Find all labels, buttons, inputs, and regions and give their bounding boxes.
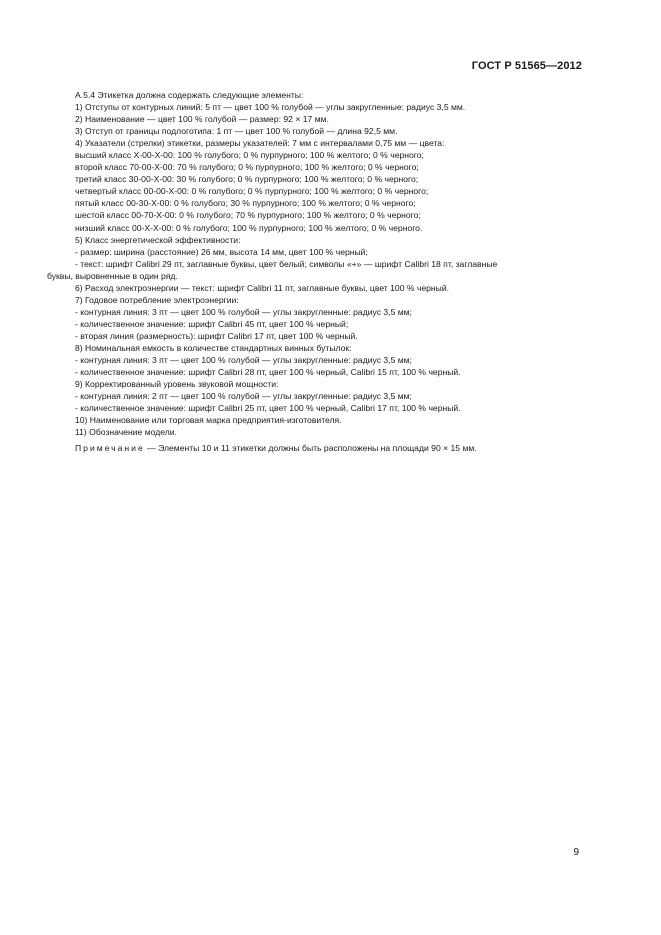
section-a54 (47, 89, 587, 454)
text-line: 5) Класс энергетической эффективности: (75, 234, 241, 245)
text-line: 10) Наименование или торговая марка предприятия-изготовителя. (75, 415, 342, 426)
text-line: высший класс Х-00-Х-00: 100 % голубого; 0 % пурпурного; 100 % желтого; 0 % черного; (75, 150, 424, 161)
text-line-wrap: буквы, выровненные в один ряд. (47, 270, 178, 281)
text-line: шестой класс 00-70-Х-00: 0 % голубого; 70 % пурпурного; 100 % желтого; 0 % черного; (75, 210, 421, 221)
text-line: 1) Отступы от контурных линий: 5 пт — цвет 100 % голубой — углы закругленные: радиус 3,5 мм. (75, 102, 466, 113)
text-line: - количественное значение: шрифт Calibri 25 пт, цвет 100 % черный, Calibri 17 пт, 100 % черный. (75, 403, 461, 414)
text-line: второй класс 70-00-Х-00: 70 % голубого; 0 % пурпурного; 100 % желтого; 0 % черного; (75, 162, 419, 173)
text-line: 2) Наименование — цвет 100 % голубой — размер: 92 × 17 мм. (75, 114, 329, 125)
note-label: Примечание (75, 443, 145, 454)
text-line: 8) Номинальная емкость в количестве стандартных винных бутылок: (75, 342, 352, 353)
text-line: 9) Корректированный уровень звуковой мощности: (75, 379, 279, 390)
text-line: - текст: шрифт Calibri 29 пт, заглавные буквы, цвет белый; символы «+» — шрифт Calibri 18 пт, заглавные (75, 258, 498, 269)
text-line: 7) Годовое потребление электроэнергии: (75, 294, 239, 305)
text-line: низший класс 00-Х-Х-00: 0 % голубого; 100 % пурпурного; 100 % желтого; 0 % черного. (75, 222, 423, 233)
standard-header: ГОСТ Р 51565—2012 (471, 60, 582, 72)
text-line: - количественное значение: шрифт Calibri 28 пт, цвет 100 % черный, Calibri 15 пт, 100 % черный. (75, 367, 461, 378)
text-line: 3) Отступ от границы подлоготипа: 1 пт — цвет 100 % голубой — длина 92,5 мм. (75, 126, 398, 137)
text-line: - количественное значение: шрифт Calibri 45 пт, цвет 100 % черный; (75, 318, 349, 329)
page-number: 9 (573, 847, 579, 858)
text-line: - вторая линия (размерность): шрифт Calibri 17 пт, цвет 100 % черный. (75, 330, 358, 341)
text-line: - размер: ширина (расстояние) 26 мм, высота 14 мм, цвет 100 % черный; (75, 246, 368, 257)
text-line: 11) Обозначение модели. (75, 427, 177, 438)
text-line: четвертый класс 00-00-Х-00: 0 % голубого; 0 % пурпурного; 100 % желтого; 0 % черного; (75, 186, 429, 197)
note-text: — Элементы 10 и 11 этикетки должны быть расположены на площади 90 × 15 мм. (144, 443, 477, 454)
text-line: А.5.4 Этикетка должна содержать следующие элементы: (75, 90, 304, 100)
text-line: - контурная линия: 2 пт — цвет 100 % голубой — углы закругленные: радиус 3,5 мм; (75, 391, 412, 402)
text-line: пятый класс 00-30-Х-00: 0 % голубого; 30 % пурпурного; 100 % желтого; 0 % черного; (75, 198, 416, 209)
text-line: 6) Расход электроэнергии — текст: шрифт Calibri 11 пт, заглавные буквы, цвет 100 % черный. (75, 282, 450, 293)
text-line: 4) Указатели (стрелки) этикетки, размеры указателей: 7 мм с интервалами 0,75 мм — цвета: (75, 138, 445, 149)
text-line: третий класс 30-00-Х-00: 30 % голубого; 0 % пурпурного; 100 % желтого; 0 % черного; (75, 174, 419, 185)
note (75, 442, 587, 454)
text-line: - контурная линия: 3 пт — цвет 100 % голубой — углы закругленные: радиус 3,5 мм; (75, 306, 412, 317)
text-line: - контурная линия: 3 пт — цвет 100 % голубой — углы закругленные: радиус 3,5 мм; (75, 355, 412, 366)
